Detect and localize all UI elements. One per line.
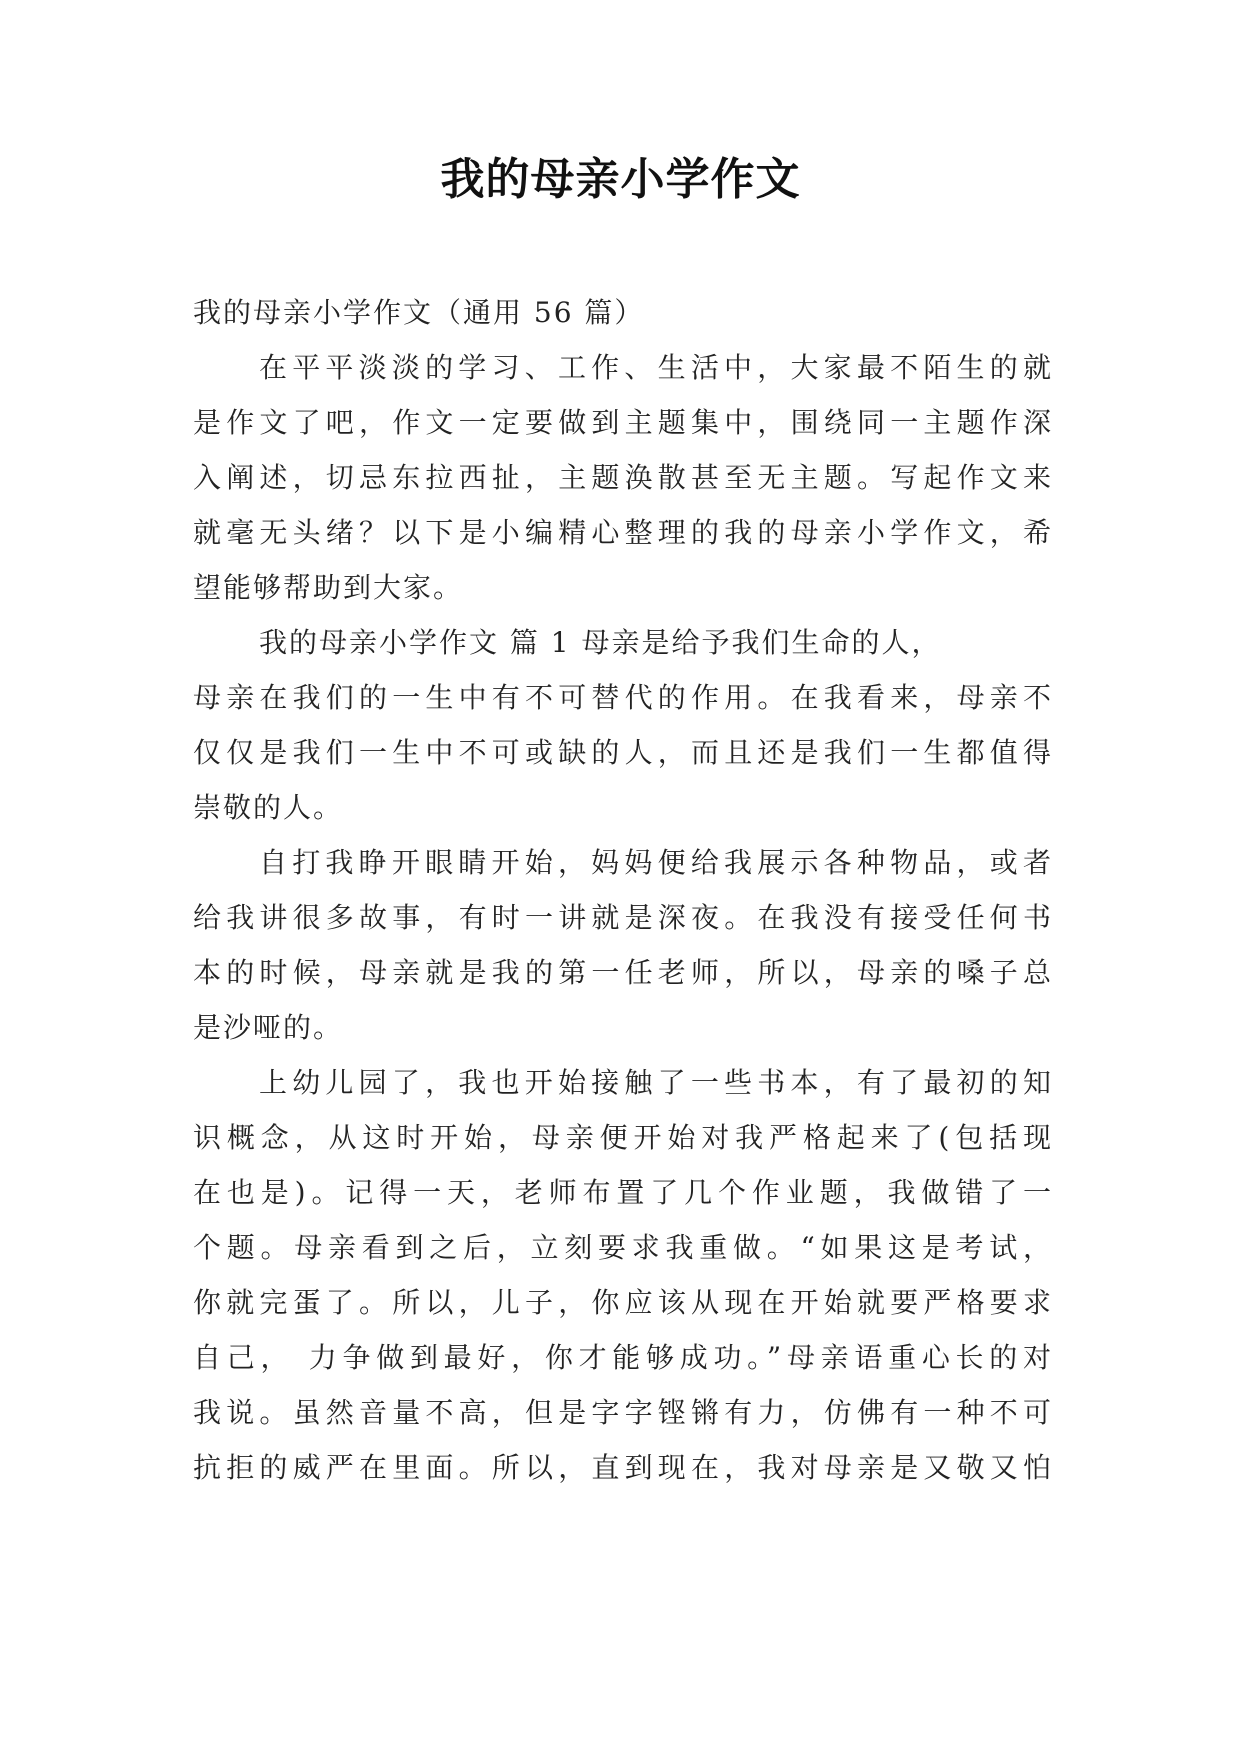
paragraph-line: 母亲在我们的一生中有不可替代的作用。在我看来，母亲不 bbox=[193, 681, 1053, 714]
paragraph-line: 抗拒的威严在里面。所以，直到现在，我对母亲是又敬又怕 bbox=[193, 1451, 1053, 1484]
paragraph-line: 我的母亲小学作文 篇 1 母亲是给予我们生命的人， bbox=[259, 626, 942, 659]
paragraph-line: 在也是)。记得一天，老师布置了几个作业题，我做错了一 bbox=[193, 1176, 1053, 1209]
document-title: 我的母亲小学作文 bbox=[440, 154, 801, 205]
paragraph-line: 仅仅是我们一生中不可或缺的人，而且还是我们一生都值得 bbox=[193, 736, 1053, 769]
paragraph-line: 识概念，从这时开始，母亲便开始对我严格起来了(包括现 bbox=[193, 1121, 1053, 1154]
paragraph-line: 本的时候，母亲就是我的第一任老师，所以，母亲的嗓子总 bbox=[193, 956, 1053, 989]
paragraph-line: 你就完蛋了。所以，儿子，你应该从现在开始就要严格要求 bbox=[193, 1286, 1053, 1319]
paragraph-line: 是沙哑的。 bbox=[193, 1011, 344, 1044]
document-body bbox=[193, 285, 1053, 1495]
paragraph-line: 就毫无头绪？以下是小编精心整理的我的母亲小学作文，希 bbox=[193, 516, 1053, 549]
paragraph-line: 个题。母亲看到之后，立刻要求我重做。“如果这是考试， bbox=[193, 1231, 1053, 1264]
subtitle-line: 我的母亲小学作文（通用 56 篇） bbox=[193, 296, 645, 329]
paragraph-line: 在平平淡淡的学习、工作、生活中，大家最不陌生的就 bbox=[259, 351, 1053, 384]
paragraph-line: 我说。虽然音量不高，但是字字铿锵有力，仿佛有一种不可 bbox=[193, 1396, 1053, 1429]
paragraph-line: 给我讲很多故事，有时一讲就是深夜。在我没有接受任何书 bbox=[193, 901, 1053, 934]
paragraph-line: 自打我睁开眼睛开始，妈妈便给我展示各种物品，或者 bbox=[259, 846, 1053, 879]
paragraph-line: 望能够帮助到大家。 bbox=[193, 571, 464, 604]
paragraph-line: 上幼儿园了，我也开始接触了一些书本，有了最初的知 bbox=[259, 1066, 1053, 1099]
paragraph-line: 入阐述，切忌东拉西扯，主题涣散甚至无主题。写起作文来 bbox=[193, 461, 1053, 494]
paragraph-line: 崇敬的人。 bbox=[193, 791, 344, 824]
paragraph-line: 是作文了吧，作文一定要做到主题集中，围绕同一主题作深 bbox=[193, 406, 1053, 439]
paragraph-line: 自己， 力争做到最好，你才能够成功。”母亲语重心长的对 bbox=[193, 1341, 1053, 1374]
